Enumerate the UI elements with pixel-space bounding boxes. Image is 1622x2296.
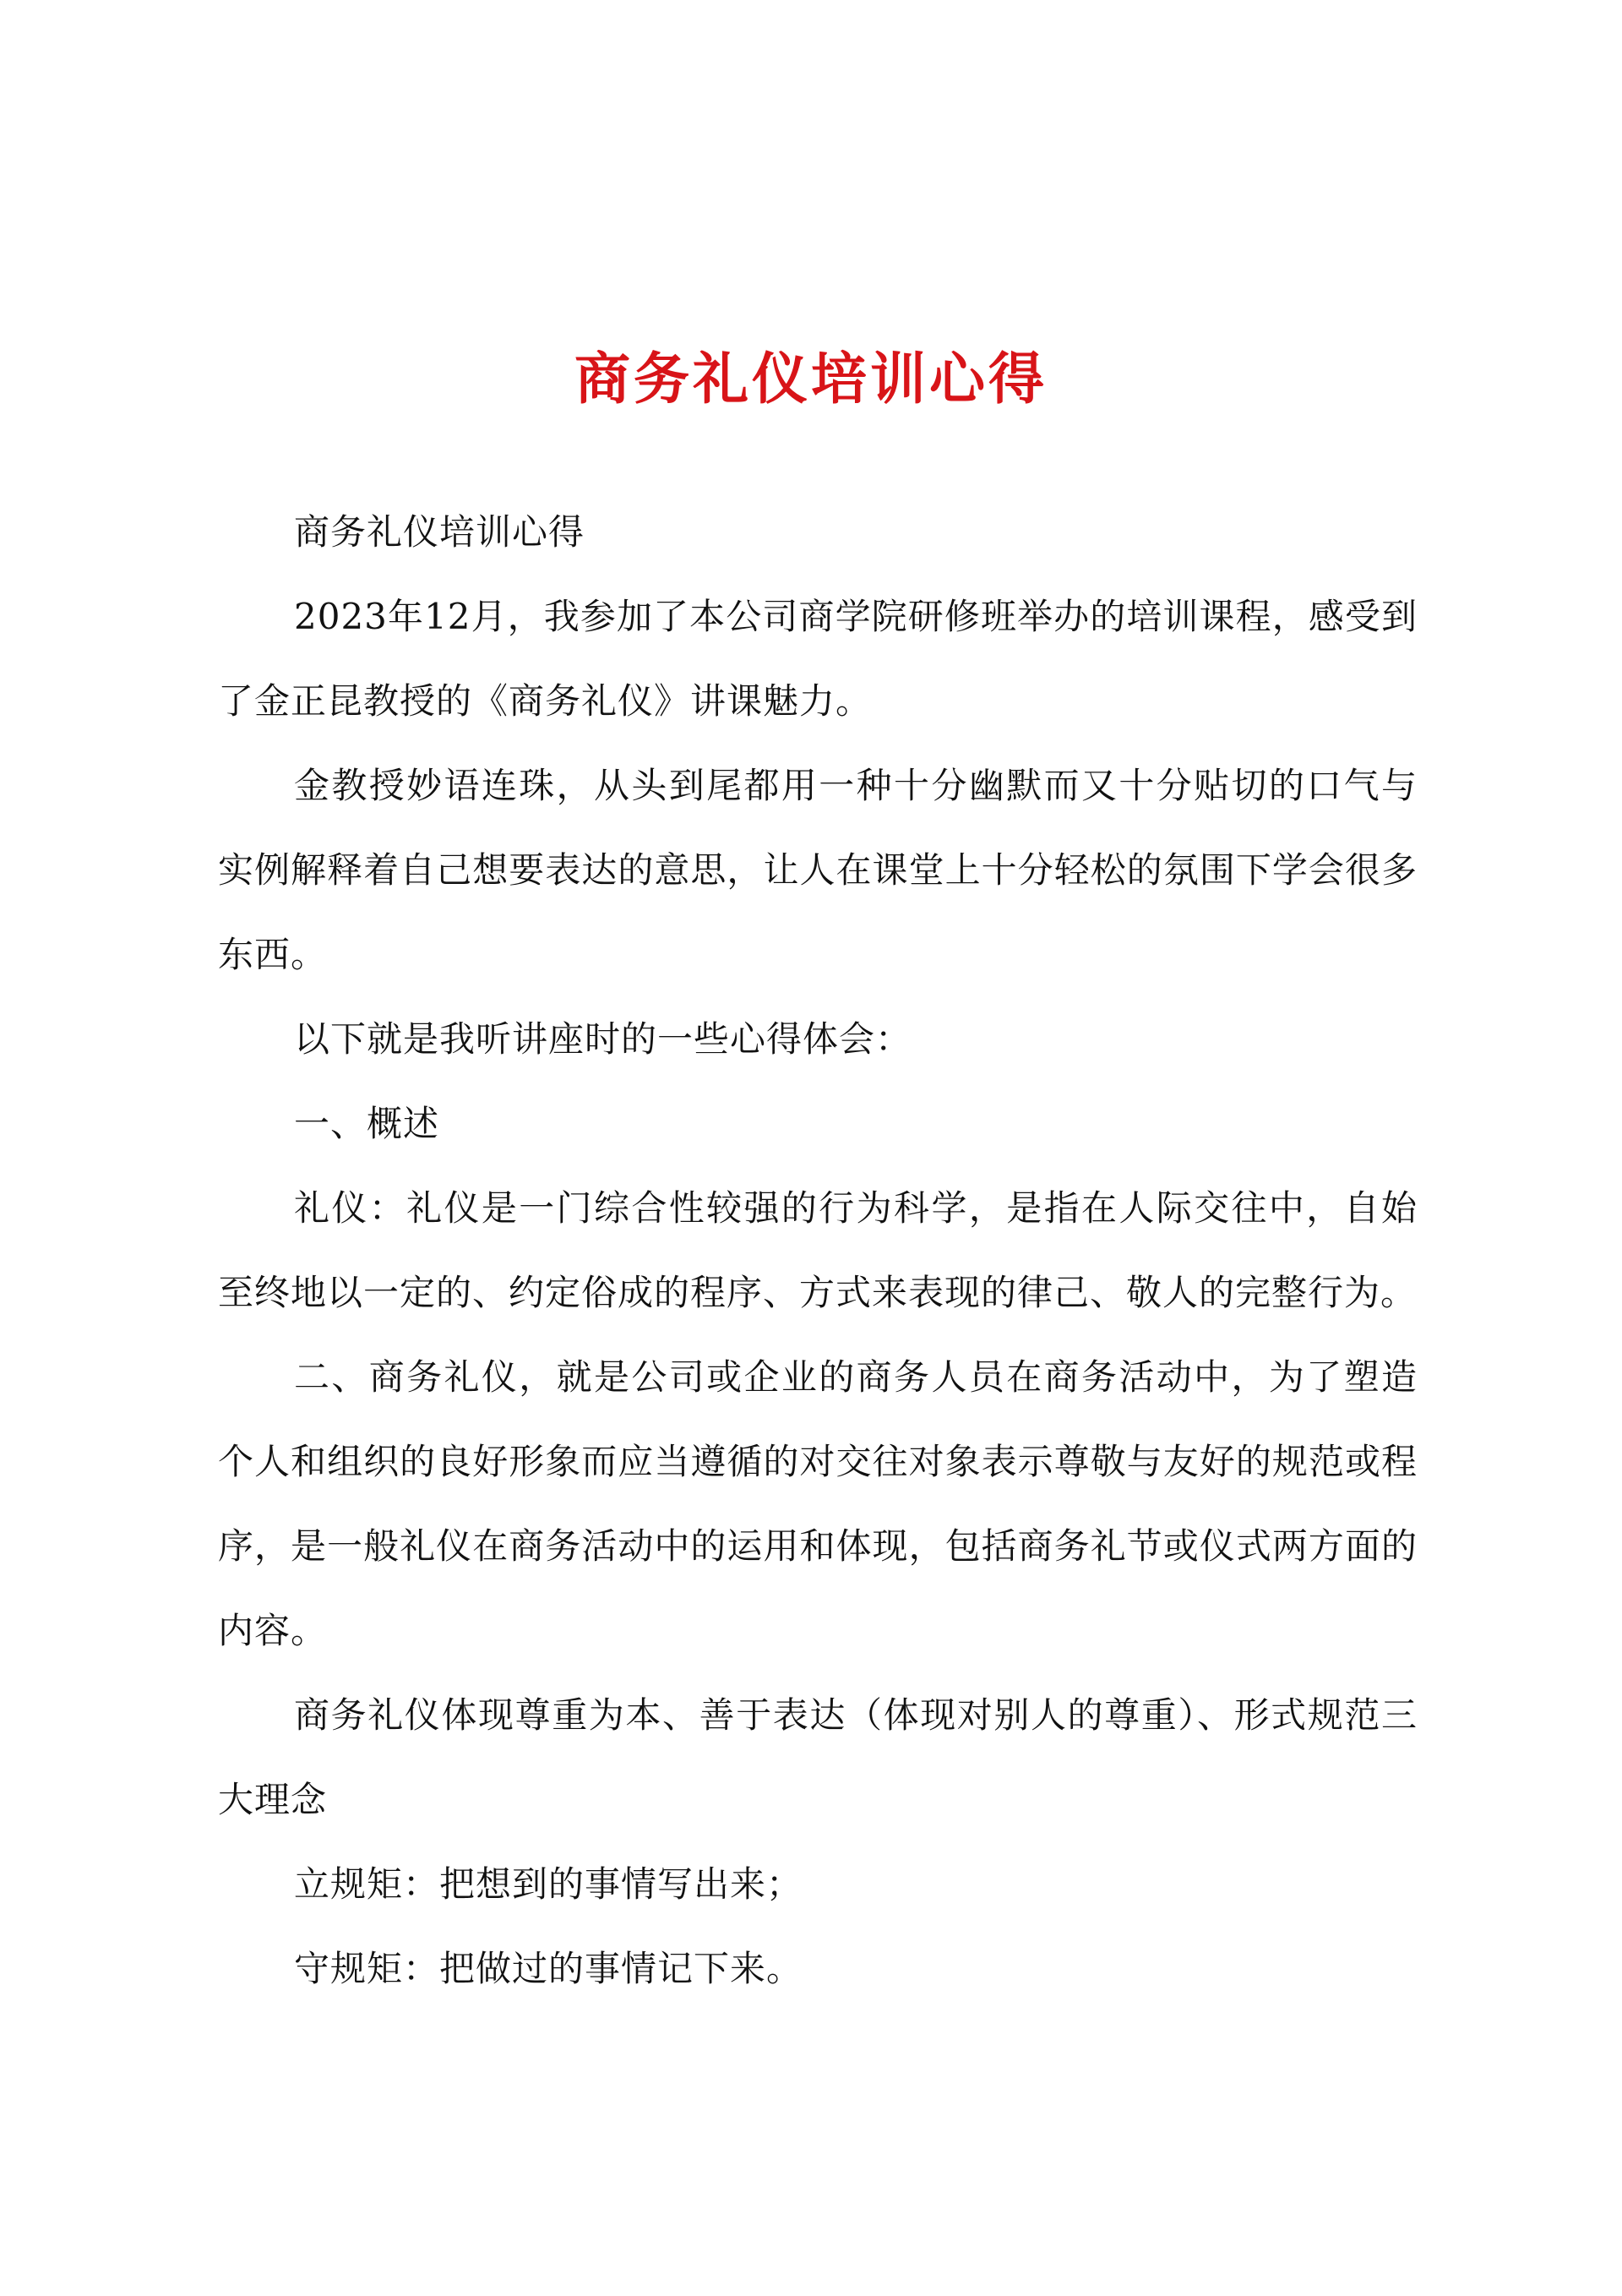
paragraph-subtitle: 商务礼仪培训心得 xyxy=(294,511,585,553)
section-heading-overview: 一、概述 xyxy=(294,1103,440,1144)
paragraph-etiquette-definition: 礼仪：礼仪是一门综合性较强的行为科学，是指在人际交往中，自始至终地以一定的、约定俗成的程序、方式来表现的律己、敬人的完整行为。 xyxy=(218,1187,1418,1313)
paragraph-professor: 金教授妙语连珠，从头到尾都用一种十分幽默而又十分贴切的口气与实例解释着自己想要表达的意思，让人在课堂上十分轻松的氛围下学会很多东西。 xyxy=(218,765,1418,975)
document-body xyxy=(218,490,1418,2011)
paragraph-business-etiquette: 二、商务礼仪，就是公司或企业的商务人员在商务活动中，为了塑造个人和组织的良好形象而应当遵循的对交往对象表示尊敬与友好的规范或程序，是一般礼仪在商务活动中的运用和体现，包括商务礼节或仪式两方面的内容。 xyxy=(218,1356,1418,1651)
paragraph-lead-in: 以下就是我听讲座时的一些心得体会： xyxy=(294,1018,912,1060)
paragraph-intro: 2023年12月，我参加了本公司商学院研修班举办的培训课程，感受到了金正昆教授的《商务礼仪》讲课魅力。 xyxy=(218,596,1418,722)
paragraph-keep-rules: 守规矩：把做过的事情记下来。 xyxy=(294,1948,803,1989)
document-title: 商务礼仪培训心得 xyxy=(574,346,1048,412)
paragraph-set-rules: 立规矩：把想到的事情写出来； xyxy=(294,1863,803,1905)
paragraph-three-concepts: 商务礼仪体现尊重为本、善于表达（体现对别人的尊重）、形式规范三大理念 xyxy=(218,1694,1418,1820)
